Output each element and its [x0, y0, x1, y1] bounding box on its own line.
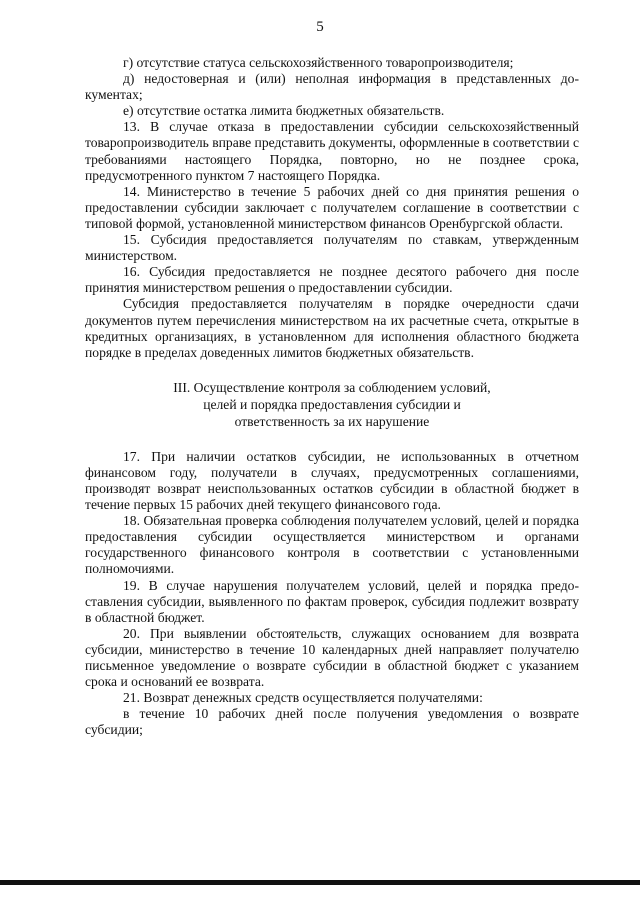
paragraph-21: 21. Возврат денежных средств осуществляется получателями: — [123, 690, 483, 706]
paragraph-16: 16. Субсидия предоставляется не позднее десятого рабочего дня после принятия министерством решения о предоставлении субсидии. — [85, 264, 579, 296]
page-number: 5 — [316, 19, 324, 35]
paragraph-20: 20. При выявлении обстоятельств, служащих основанием для возврата субсидии, министерство в течение 10 календарных дней направляет получателю письменное уведомление о возврате субсидии в областной бюджет с указанием срока и оснований ее возврата. — [85, 625, 579, 690]
section-heading-line-2: целей и порядка предоставления субсидии и — [203, 396, 461, 412]
paragraph-21-item: в течение 10 рабочих дней после получения уведомления о возврате субсидии; — [85, 706, 579, 738]
section-heading-line-1: III. Осуществление контроля за соблюдением условий, — [173, 379, 491, 395]
paragraph-13: 13. В случае отказа в предоставлении субсидии сельскохозяйственный товаропроизводитель вправе представить документы, оформленные в соответствии с требованиями настоящего Порядка, повторно, но не позднее срока, предусмотренного пунктом 7 настоящего Порядка. — [85, 119, 579, 183]
paragraph-item-d: д) недостоверная и (или) неполная информация в представленных документах; — [85, 71, 579, 103]
section-heading — [85, 379, 579, 430]
paragraph-item-e: е) отсутствие остатка лимита бюджетных обязательств. — [123, 103, 445, 119]
paragraph-16-continuation: Субсидия предоставляется получателям в порядке очередности сдачи документов путем перечисления министерством на их расчетные счета, открытые в кредитных организациях, в установленном для исполнения областного бюджета порядке в пределах доведенных лимитов бюджетных обязательств. — [85, 296, 579, 360]
paragraph-19: 19. В случае нарушения получателем условий, целей и порядка предоставления субсидии, выявленного по фактам проверок, субсидия подлежит возврату в областной бюджет. — [85, 577, 579, 625]
section-heading-line-3: ответственность за их нарушение — [234, 413, 430, 429]
document-body — [85, 55, 579, 738]
paragraph-15: 15. Субсидия предоставляется получателям по ставкам, утвержденным министерством. — [85, 232, 579, 264]
paragraph-18: 18. Обязательная проверка соблюдения получателем условий, целей и порядка предоставления субсидии осуществляется министерством и органами государственного финансового контроля в соответствии с установленными полномочиями. — [85, 513, 579, 577]
paragraph-14: 14. Министерство в течение 5 рабочих дней со дня принятия решения о предоставлении субсидии заключает с получателем соглашение в соответствии с типовой формой, установленной министерством финансов Оренбургской области. — [85, 183, 579, 231]
paragraph-item-g: г) отсутствие статуса сельскохозяйственного товаропроизводителя; — [123, 55, 514, 70]
bottom-scan-border — [0, 880, 640, 885]
paragraph-17: 17. При наличии остатков субсидии, не использованных в отчетном финансовом году, получатели в случаях, предусмотренных соглашениями, производят возврат неиспользованных остатков субсидии в областной бюджет в течение первых 15 рабочих дней текущего финансового года. — [85, 448, 579, 513]
